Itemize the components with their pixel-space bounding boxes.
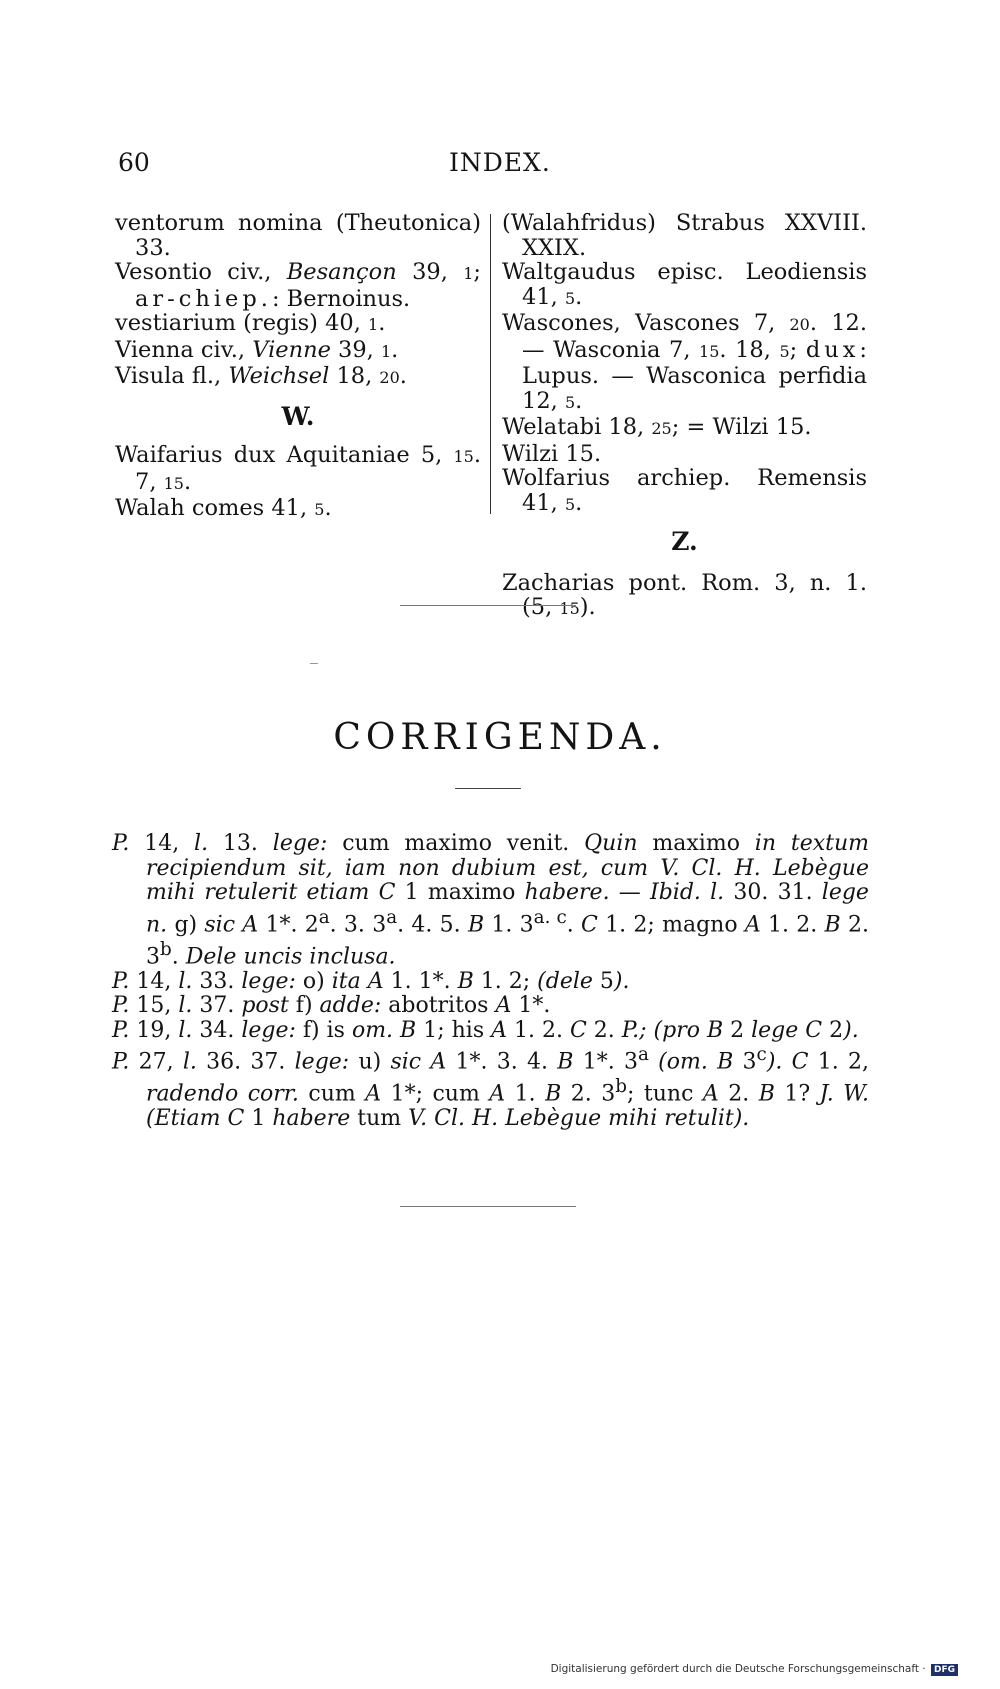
- index-entry: Visula fl., Weichsel 18, 20.: [115, 363, 407, 389]
- index-entry: Vesontio civ., Besançon 39, 1; ar-chiep.: Bernoinus.: [115, 259, 481, 312]
- footer-text: Digitalisierung gefördert durch die Deutsche Forschungsgemeinschaft ·: [550, 1663, 926, 1675]
- index-entry: ventorum nomina (Theutonica) 33.: [115, 210, 481, 261]
- index-entry: Welatabi 18, 25; = Wilzi 15.: [502, 414, 812, 440]
- corrigenda-entry: P. 19, l. 34. lege: f) is om. B 1; his A 1. 2. C 2. P.; (pro B 2 lege C 2).: [112, 1017, 859, 1043]
- index-left-column: [115, 211, 481, 523]
- section-divider: [400, 605, 576, 606]
- section-divider: [400, 1206, 576, 1207]
- index-entry: Wolfarius archiep. Remensis 41, 5.: [502, 465, 867, 516]
- corrigenda-entry: P. 27, l. 36. 37. lege: u) sic A 1*. 3. 4. B 1*. 3$^a$ (om. B 3$^c$). C 1. 2, radendo corr. cum A 1*; cum A 1. B 2. 3$^b$; tunc A 2. B 1? J. W. (Etiam C 1 habere tum V. Cl. H. Lebègue mihi retulit).: [112, 1044, 869, 1132]
- index-entry: Waltgaudus episc. Leodiensis 41, 5.: [502, 259, 867, 310]
- corrigenda-entry: P. 15, l. 37. post f) adde: abotritos A 1*.: [112, 993, 551, 1019]
- index-entry: Walah comes 41, 5.: [115, 495, 332, 521]
- letter-heading-w: W.: [281, 401, 315, 431]
- digitization-credit: [551, 1663, 958, 1676]
- index-entry: Wascones, Vascones 7, 20. 12. — Wasconia 7, 15. 18, 5; dux: Lupus. — Wasconica perfidia 12, 5.: [502, 310, 867, 414]
- running-header: INDEX.: [449, 148, 551, 177]
- page-number: 60: [118, 148, 150, 177]
- index-entry: vestiarium (regis) 40, 1.: [115, 310, 386, 336]
- corrigenda-list: [112, 832, 869, 1132]
- index-entry: Waifarius dux Aquitaniae 5, 15. 7, 15.: [115, 442, 481, 495]
- letter-heading-z: Z.: [671, 527, 698, 556]
- title-underline: [455, 788, 521, 789]
- index-entry: Wilzi 15.: [502, 440, 602, 467]
- corrigenda-entry: P. 14, l. 33. lege: o) ita A 1. 1*. B 1. 2; (dele 5).: [112, 968, 630, 994]
- index-entry: (Walahfridus) Strabus XXVIII. XXIX.: [502, 210, 867, 261]
- corrigenda-title: CORRIGENDA.: [333, 717, 667, 758]
- index-entry: Vienna civ., Vienne 39, 1.: [115, 336, 399, 363]
- corrigenda-entry: P. 14, l. 13. lege: cum maximo venit. Quin maximo in textum recipiendum sit, iam non dubium est, cum V. Cl. H. Lebègue mihi retulerit etiam C 1 maximo habere. — Ibid. l. 30. 31. lege n. g) sic A 1*. 2$^a$. 3. 3$^a$. 4. 5. B 1. $3^{a. c}$. C 1. 2; magno A 1. 2. B 2. 3$^b$. Dele uncis inclusa.: [112, 831, 869, 970]
- index-right-column: [502, 211, 867, 622]
- column-divider: [490, 214, 491, 514]
- dfg-logo: DFG: [931, 1664, 958, 1676]
- decorative-dash: [310, 663, 318, 664]
- index-entry: Zacharias pont. Rom. 3, n. 1. (5, 15).: [502, 569, 867, 620]
